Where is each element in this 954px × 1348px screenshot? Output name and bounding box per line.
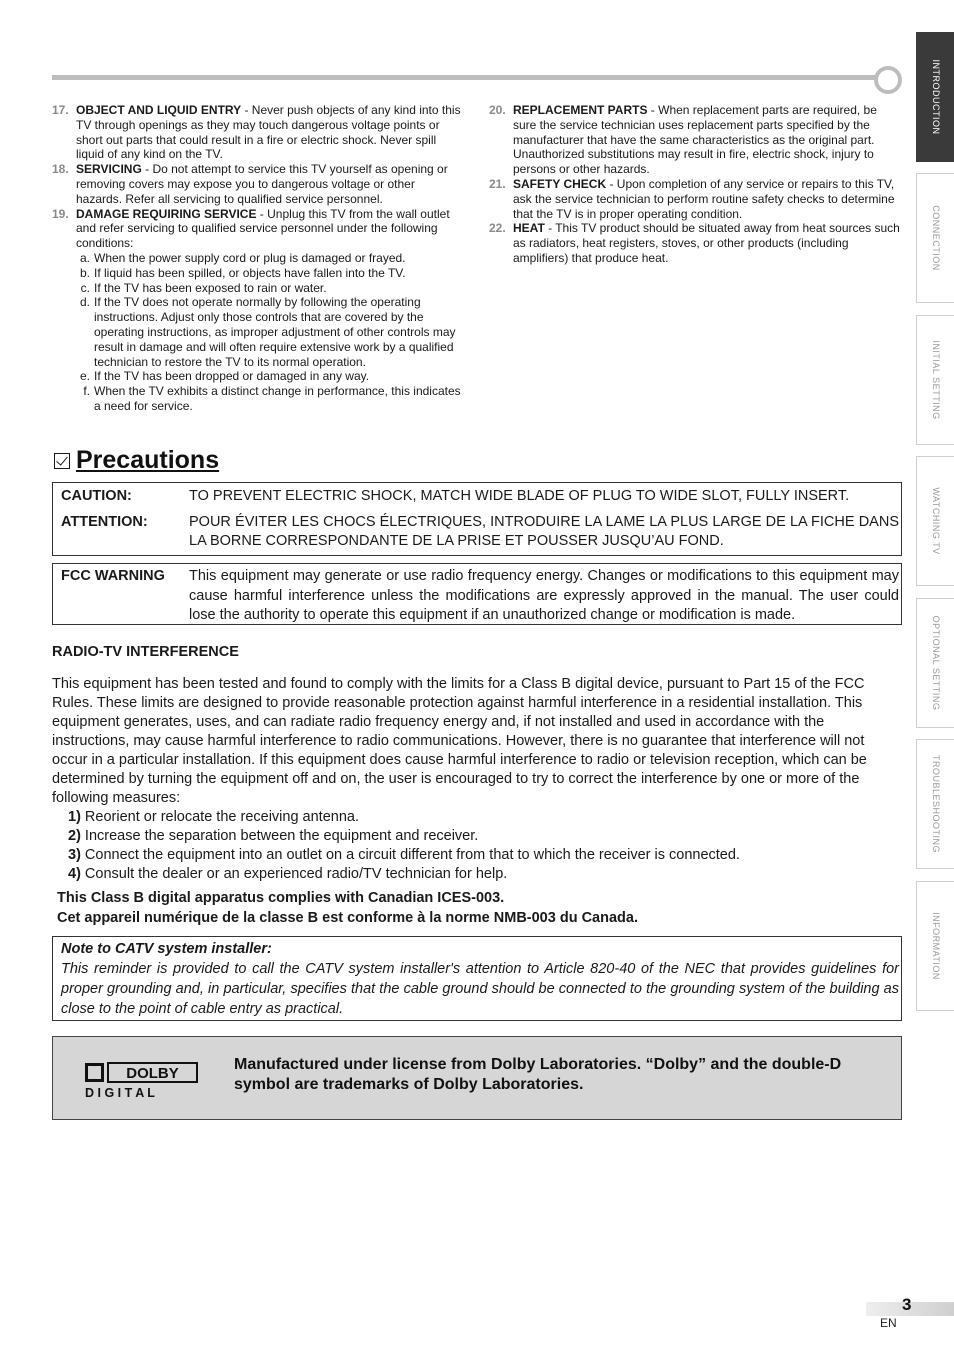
tab-introduction[interactable]: INTRODUCTION [916, 32, 954, 162]
catv-note-text: This reminder is provided to call the CATV system installer's attention to Article 820-40 of the NEC that provides guidelines for proper grounding and, in particular, specifies that the cable ground should be connected to the grounding system of the building as close to the point of cable entry as practical. [61, 961, 899, 1017]
catv-note-box [52, 936, 902, 1021]
tab-optional-setting[interactable]: OPTIONAL SETTING [916, 598, 954, 728]
list-item: 4) Consult the dealer or an experienced radio/TV technician for help. [68, 866, 508, 882]
sub-item: c. If the TV has been exposed to rain or water. [80, 280, 327, 295]
dolby-trademark-text: Manufactured under license from Dolby Laboratories. “Dolby” and the double-D symbol are trademarks of Dolby Laboratories. [234, 1056, 842, 1093]
catv-note-heading: Note to CATV system installer: [61, 941, 272, 957]
dolby-digital-logo-icon [85, 1061, 199, 1099]
page-number: 3 [902, 1295, 912, 1314]
dolby-logo-word: DOLBY [126, 1065, 179, 1082]
sub-item: b. If liquid has been spilled, or objects have fallen into the TV. [79, 265, 406, 280]
dolby-box [52, 1036, 902, 1120]
fcc-text: This equipment may generate or use radio frequency energy. Changes or modifications to this equipment may cause harmful interference unless the modifications are expressly approved in the manual. The user could lose the authority to operate this equipment if an unauthorized change or modification is made. [189, 568, 899, 623]
list-item: 18. SERVICING - Do not attempt to service this TV yourself as opening or removing covers may expose you to dangerous voltage or other hazards. Refer all servicing to qualified service personnel. [52, 162, 448, 206]
tab-watching-tv[interactable]: WATCHING TV [916, 456, 954, 586]
top-rule-circle [874, 66, 902, 94]
safety-list-right [489, 103, 903, 266]
sub-item: e. If the TV has been dropped or damaged in any way. [79, 369, 370, 384]
safety-list-left [52, 103, 464, 414]
sub-item: f. When the TV exhibits a distinct change in performance, this indicates a need for service. [83, 384, 461, 413]
list-item: 21. SAFETY CHECK - Upon completion of any service or repairs to this TV, ask the service technician to perform routine safety checks to determine that the TV is in proper operating condition. [489, 176, 895, 221]
sub-item: d. If the TV does not operate normally by following the operating instructions. Adjust only those controls that are covered by the operating instructions, as improper adjustment of other controls may result in damage and will often require extensive work by a qualified technician to restore the TV to its normal operation. [79, 295, 456, 369]
top-rule [52, 75, 878, 80]
class-b-english: This Class B digital apparatus complies with Canadian ICES-003. [57, 890, 505, 906]
attention-label: ATTENTION: [61, 513, 148, 530]
radio-tv-paragraph: This equipment has been tested and found to comply with the limits for a Class B digital device, pursuant to Part 15 of the FCC Rules. These limits are designed to provide reasonable protection against harmful interference in a residential installation. This equipment generates, uses, and can radiate radio frequency energy and, if not installed and used in accordance with the instructions, may cause harmful interference to radio communications. However, there is no guarantee that interference will not occur in a particular installation. If this equipment does cause harmful interference to radio or television reception, which can be determined by turning the equipment off and on, the user is encouraged to try to correct the interference by one or more of the following measures: [52, 676, 867, 806]
list-item: 22. HEAT - This TV product should be situated away from heat sources such as radiators, heat registers, stoves, or other products (including amplifiers) that produce heat. [489, 221, 900, 265]
list-item: 2) Increase the separation between the equipment and receiver. [68, 828, 479, 844]
page-title: Precautions [76, 446, 220, 474]
list-item: 3) Connect the equipment into an outlet on a circuit different from that to which the receiver is connected. [68, 847, 740, 863]
class-b-french: Cet appareil numérique de la classe B est conforme à la norme NMB-003 du Canada. [57, 910, 638, 926]
tab-connection[interactable]: CONNECTION [916, 173, 954, 303]
dolby-logo-sub: D I G I T A L [85, 1086, 155, 1099]
list-item: 19. DAMAGE REQUIRING SERVICE - Unplug this TV from the wall outlet and refer servicing to qualified service personnel under the following conditions: [52, 206, 450, 251]
caution-box [52, 482, 902, 556]
tab-information[interactable]: INFORMATION [916, 881, 954, 1011]
list-item: 1) Reorient or relocate the receiving antenna. [68, 809, 359, 825]
caution-text: TO PREVENT ELECTRIC SHOCK, MATCH WIDE BLADE OF PLUG TO WIDE SLOT, FULLY INSERT. [189, 488, 850, 504]
radio-tv-body [52, 675, 902, 884]
precautions-heading [54, 446, 219, 475]
language-code: EN [880, 1316, 897, 1330]
sub-item: a. When the power supply cord or plug is damaged or frayed. [79, 250, 406, 265]
list-item: 17. OBJECT AND LIQUID ENTRY - Never push objects of any kind into this TV through openings as they may touch dangerous voltage points or short out parts that could result in a fire or electric shock. Never spill liquid of any kind on the TV. [52, 103, 461, 162]
tab-initial-setting[interactable]: INITIAL SETTING [916, 315, 954, 445]
list-item: 20. REPLACEMENT PARTS - When replacement parts are required, be sure the service technician uses replacement parts specified by the manufacturer that have the same characteristics as the original part. Unauthorized substitutions may result in fire, electric shock, injury to persons or other hazards. [489, 103, 877, 177]
radio-tv-heading: RADIO-TV INTERFERENCE [52, 644, 239, 660]
class-b-statement [57, 888, 638, 928]
tab-troubleshooting[interactable]: TROUBLESHOOTING [916, 739, 954, 869]
fcc-label: FCC WARNING [61, 568, 165, 584]
caution-label: CAUTION: [61, 488, 132, 504]
attention-text: POUR ÉVITER LES CHOCS ÉLECTRIQUES, INTRODUIRE LA LAME LA PLUS LARGE DE LA FICHE DANS LA BORNE CORRESPONDANTE DE LA PRISE ET POUSSER JUSQU’AU FOND. [189, 513, 899, 549]
fcc-warning-box [52, 563, 902, 625]
checkbox-icon [54, 453, 70, 469]
